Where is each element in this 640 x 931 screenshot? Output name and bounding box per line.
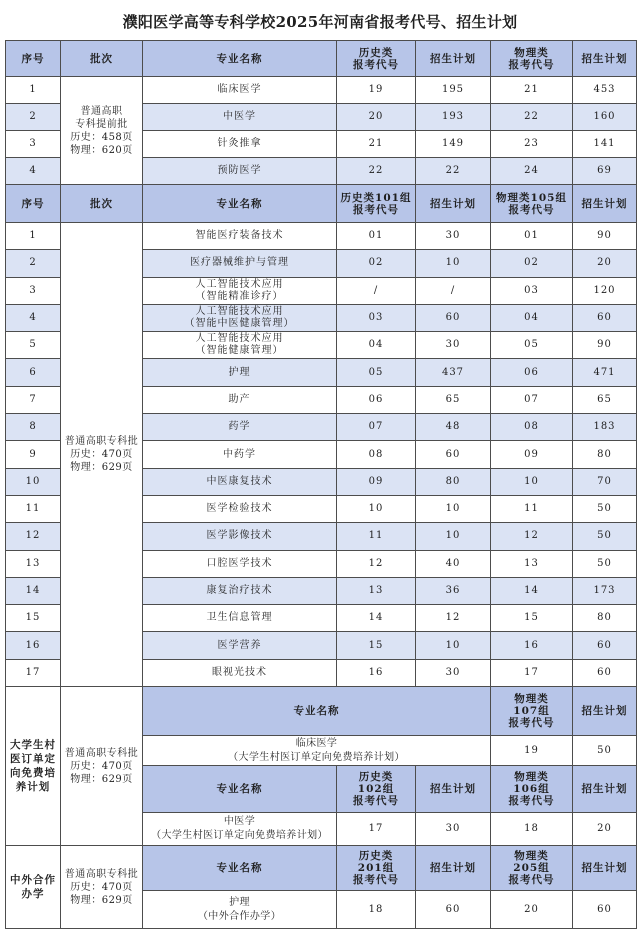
physics-plan-cell: 80 xyxy=(573,441,637,468)
history-code-cell: 19 xyxy=(337,77,416,104)
regular-batch-header-row xyxy=(6,185,637,223)
physics-code-cell: 07 xyxy=(491,386,573,413)
header-physics-plan: 招生计划 xyxy=(573,846,637,891)
table-row xyxy=(6,223,637,250)
seq-cell: 7 xyxy=(6,386,61,413)
physics-plan-cell: 20 xyxy=(573,813,637,846)
enrollment-plan-table xyxy=(5,40,637,929)
major-cell: 人工智能技术应用 （智能精准诊疗） xyxy=(143,277,337,304)
history-plan-cell: 80 xyxy=(416,468,491,495)
header-seq: 序号 xyxy=(6,185,61,223)
header-history-plan: 招生计划 xyxy=(416,766,491,813)
physics-code-cell: 10 xyxy=(491,468,573,495)
history-plan-cell: 10 xyxy=(416,250,491,277)
physics-plan-cell: 50 xyxy=(573,550,637,577)
physics-plan-cell: 70 xyxy=(573,468,637,495)
history-plan-cell: 10 xyxy=(416,632,491,659)
history-code-cell: 11 xyxy=(337,523,416,550)
physics-code-cell: 17 xyxy=(491,659,573,686)
history-plan-cell: 195 xyxy=(416,77,491,104)
history-plan-cell: 30 xyxy=(416,813,491,846)
header-physics-code: 物理类 107组 报考代号 xyxy=(491,687,573,736)
seq-cell: 9 xyxy=(6,441,61,468)
history-code-cell: 09 xyxy=(337,468,416,495)
history-plan-cell: 65 xyxy=(416,386,491,413)
header-physics-plan: 招生计划 xyxy=(573,185,637,223)
physics-code-cell: 24 xyxy=(491,158,573,185)
major-cell: 眼视光技术 xyxy=(143,659,337,686)
physics-plan-cell: 80 xyxy=(573,605,637,632)
history-code-cell: 08 xyxy=(337,441,416,468)
header-history-plan: 招生计划 xyxy=(416,185,491,223)
history-code-cell: 17 xyxy=(337,813,416,846)
major-cell: 中医学 xyxy=(143,104,337,131)
physics-plan-cell: 90 xyxy=(573,332,637,359)
header-history-code: 历史类 报考代号 xyxy=(337,41,416,77)
physics-plan-cell: 173 xyxy=(573,577,637,604)
history-code-cell: 10 xyxy=(337,495,416,522)
physics-plan-cell: 471 xyxy=(573,359,637,386)
batch-cell: 普通高职 专科提前批 历史：458页 物理：620页 xyxy=(61,77,143,185)
physics-plan-cell: 60 xyxy=(573,659,637,686)
header-physics-plan: 招生计划 xyxy=(573,766,637,813)
program-category-cell: 中外合作 办学 xyxy=(6,846,61,929)
seq-cell: 13 xyxy=(6,550,61,577)
history-code-cell: 01 xyxy=(337,223,416,250)
header-history-plan: 招生计划 xyxy=(416,846,491,891)
header-major: 专业名称 xyxy=(143,41,337,77)
seq-cell: 11 xyxy=(6,495,61,522)
history-code-cell: 02 xyxy=(337,250,416,277)
history-code-cell: 15 xyxy=(337,632,416,659)
major-cell: 医学影像技术 xyxy=(143,523,337,550)
program-category-cell: 大学生村 医订单定 向免费培 养计划 xyxy=(6,687,61,846)
major-cell: 医学营养 xyxy=(143,632,337,659)
physics-plan-cell: 50 xyxy=(573,736,637,766)
sino-foreign-header-row xyxy=(6,846,637,891)
header-major: 专业名称 xyxy=(143,185,337,223)
seq-cell: 5 xyxy=(6,332,61,359)
seq-cell: 2 xyxy=(6,250,61,277)
major-cell: 康复治疗技术 xyxy=(143,577,337,604)
history-code-cell: 20 xyxy=(337,104,416,131)
history-plan-cell: 36 xyxy=(416,577,491,604)
batch-cell: 普通高职专科批 历史：470页 物理：629页 xyxy=(61,846,143,929)
physics-plan-cell: 60 xyxy=(573,891,637,929)
history-code-cell: 13 xyxy=(337,577,416,604)
seq-cell: 10 xyxy=(6,468,61,495)
physics-code-cell: 19 xyxy=(491,736,573,766)
early-batch-header-row xyxy=(6,41,637,77)
physics-code-cell: 12 xyxy=(491,523,573,550)
physics-plan-cell: 120 xyxy=(573,277,637,304)
physics-code-cell: 13 xyxy=(491,550,573,577)
history-code-cell: / xyxy=(337,277,416,304)
history-plan-cell: 40 xyxy=(416,550,491,577)
history-plan-cell: 149 xyxy=(416,131,491,158)
major-cell: 中药学 xyxy=(143,441,337,468)
major-cell: 卫生信息管理 xyxy=(143,605,337,632)
physics-code-cell: 21 xyxy=(491,77,573,104)
header-major: 专业名称 xyxy=(143,687,491,736)
header-major: 专业名称 xyxy=(143,766,337,813)
header-physics-code: 物理类 205组 报考代号 xyxy=(491,846,573,891)
header-batch: 批次 xyxy=(61,41,143,77)
physics-plan-cell: 60 xyxy=(573,632,637,659)
physics-plan-cell: 50 xyxy=(573,523,637,550)
header-major: 专业名称 xyxy=(143,846,337,891)
seq-cell: 16 xyxy=(6,632,61,659)
header-history-code: 历史类 102组 报考代号 xyxy=(337,766,416,813)
physics-code-cell: 03 xyxy=(491,277,573,304)
history-code-cell: 16 xyxy=(337,659,416,686)
physics-code-cell: 09 xyxy=(491,441,573,468)
physics-code-cell: 05 xyxy=(491,332,573,359)
history-code-cell: 05 xyxy=(337,359,416,386)
history-code-cell: 06 xyxy=(337,386,416,413)
history-plan-cell: 12 xyxy=(416,605,491,632)
header-history-code: 历史类 201组 报考代号 xyxy=(337,846,416,891)
history-plan-cell: 30 xyxy=(416,659,491,686)
header-history-plan: 招生计划 xyxy=(416,41,491,77)
header-physics-plan: 招生计划 xyxy=(573,41,637,77)
header-physics-code: 物理类105组 报考代号 xyxy=(491,185,573,223)
seq-cell: 15 xyxy=(6,605,61,632)
batch-cell: 普通高职专科批 历史：470页 物理：629页 xyxy=(61,223,143,687)
physics-plan-cell: 60 xyxy=(573,304,637,331)
history-plan-cell: 437 xyxy=(416,359,491,386)
major-cell: 中医康复技术 xyxy=(143,468,337,495)
major-cell: 药学 xyxy=(143,414,337,441)
physics-code-cell: 11 xyxy=(491,495,573,522)
seq-cell: 4 xyxy=(6,158,61,185)
history-code-cell: 04 xyxy=(337,332,416,359)
physics-plan-cell: 160 xyxy=(573,104,637,131)
batch-cell: 普通高职专科批 历史：470页 物理：629页 xyxy=(61,687,143,846)
physics-code-cell: 15 xyxy=(491,605,573,632)
physics-plan-cell: 141 xyxy=(573,131,637,158)
history-plan-cell: 10 xyxy=(416,495,491,522)
physics-code-cell: 22 xyxy=(491,104,573,131)
physics-plan-cell: 50 xyxy=(573,495,637,522)
physics-plan-cell: 183 xyxy=(573,414,637,441)
physics-code-cell: 23 xyxy=(491,131,573,158)
history-plan-cell: 30 xyxy=(416,332,491,359)
header-physics-code: 物理类 报考代号 xyxy=(491,41,573,77)
major-cell: 护理 xyxy=(143,359,337,386)
header-seq: 序号 xyxy=(6,41,61,77)
major-cell: 人工智能技术应用 （智能中医健康管理） xyxy=(143,304,337,331)
major-cell: 针灸推拿 xyxy=(143,131,337,158)
seq-cell: 12 xyxy=(6,523,61,550)
seq-cell: 8 xyxy=(6,414,61,441)
history-code-cell: 21 xyxy=(337,131,416,158)
seq-cell: 14 xyxy=(6,577,61,604)
physics-code-cell: 08 xyxy=(491,414,573,441)
table-row xyxy=(6,77,637,104)
seq-cell: 2 xyxy=(6,104,61,131)
seq-cell: 1 xyxy=(6,223,61,250)
history-code-cell: 18 xyxy=(337,891,416,929)
major-cell: 临床医学 xyxy=(143,77,337,104)
major-cell: 医疗器械维护与管理 xyxy=(143,250,337,277)
seq-cell: 17 xyxy=(6,659,61,686)
seq-cell: 3 xyxy=(6,131,61,158)
seq-cell: 4 xyxy=(6,304,61,331)
physics-code-cell: 02 xyxy=(491,250,573,277)
village-doctor-header-row xyxy=(6,687,637,736)
history-plan-cell: 60 xyxy=(416,441,491,468)
physics-code-cell: 14 xyxy=(491,577,573,604)
history-code-cell: 03 xyxy=(337,304,416,331)
history-plan-cell: 22 xyxy=(416,158,491,185)
seq-cell: 3 xyxy=(6,277,61,304)
table-body xyxy=(6,41,637,929)
header-batch: 批次 xyxy=(61,185,143,223)
page-title: 濮阳医学高等专科学校2025年河南省报考代号、招生计划 xyxy=(122,13,518,31)
history-plan-cell: 60 xyxy=(416,891,491,929)
physics-code-cell: 20 xyxy=(491,891,573,929)
history-code-cell: 22 xyxy=(337,158,416,185)
history-plan-cell: 193 xyxy=(416,104,491,131)
major-cell: 口腔医学技术 xyxy=(143,550,337,577)
history-plan-cell: 48 xyxy=(416,414,491,441)
history-plan-cell: 10 xyxy=(416,523,491,550)
physics-plan-cell: 65 xyxy=(573,386,637,413)
history-plan-cell: 30 xyxy=(416,223,491,250)
history-plan-cell: 60 xyxy=(416,304,491,331)
history-code-cell: 12 xyxy=(337,550,416,577)
physics-plan-cell: 90 xyxy=(573,223,637,250)
major-cell: 智能医疗装备技术 xyxy=(143,223,337,250)
header-physics-plan: 招生计划 xyxy=(573,687,637,736)
major-cell: 临床医学 （大学生村医订单定向免费培养计划） xyxy=(143,736,491,766)
seq-cell: 6 xyxy=(6,359,61,386)
major-cell: 医学检验技术 xyxy=(143,495,337,522)
history-plan-cell: / xyxy=(416,277,491,304)
physics-code-cell: 01 xyxy=(491,223,573,250)
seq-cell: 1 xyxy=(6,77,61,104)
physics-code-cell: 16 xyxy=(491,632,573,659)
physics-code-cell: 04 xyxy=(491,304,573,331)
physics-code-cell: 18 xyxy=(491,813,573,846)
major-cell: 护理 （中外合作办学） xyxy=(143,891,337,929)
header-history-code: 历史类101组 报考代号 xyxy=(337,185,416,223)
history-code-cell: 07 xyxy=(337,414,416,441)
physics-plan-cell: 453 xyxy=(573,77,637,104)
physics-plan-cell: 20 xyxy=(573,250,637,277)
major-cell: 助产 xyxy=(143,386,337,413)
header-physics-code: 物理类 106组 报考代号 xyxy=(491,766,573,813)
major-cell: 人工智能技术应用 （智能健康管理） xyxy=(143,332,337,359)
major-cell: 中医学 （大学生村医订单定向免费培养计划） xyxy=(143,813,337,846)
physics-code-cell: 06 xyxy=(491,359,573,386)
physics-plan-cell: 69 xyxy=(573,158,637,185)
major-cell: 预防医学 xyxy=(143,158,337,185)
history-code-cell: 14 xyxy=(337,605,416,632)
